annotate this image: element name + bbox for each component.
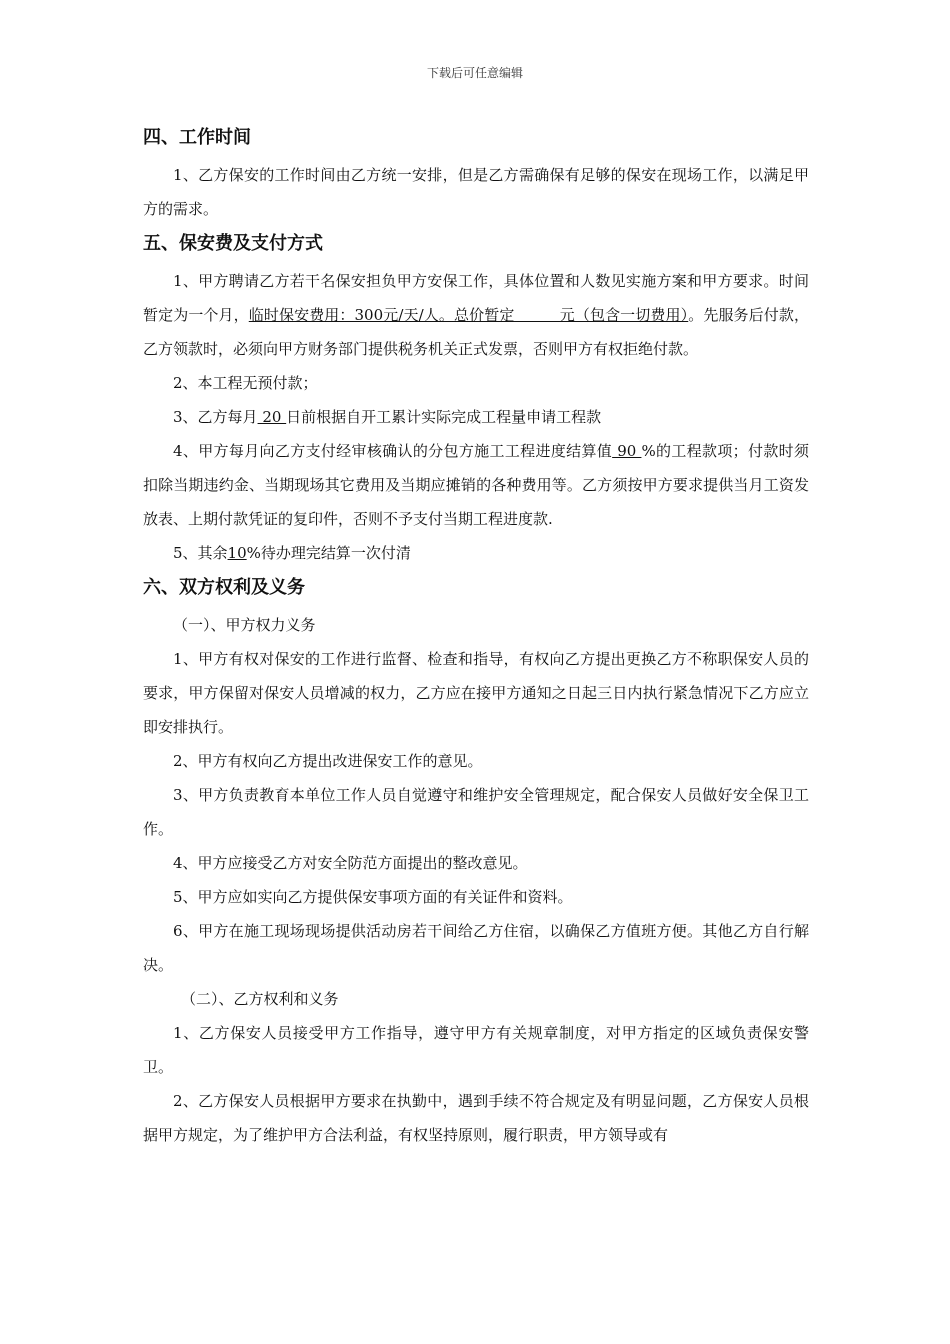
section-5-para-4 — [143, 434, 809, 536]
section-5-title: 五、保安费及支付方式 — [143, 233, 323, 254]
section-5-para-5 — [143, 536, 809, 570]
section-6-a-item-6: 6、甲方在施工现场现场提供活动房若干间给乙方住宿，以确保乙方值班方便。其他乙方自行解决。 — [143, 922, 809, 974]
text-run: 3、乙方每月 — [173, 408, 258, 426]
section-6-b-item-2: 2、乙方保安人员根据甲方要求在执勤中，遇到手续不符合规定及有明显问题，乙方保安人员根据甲方规定，为了维护甲方合法利益，有权坚持原则，履行职责，甲方领导或有 — [143, 1092, 809, 1144]
section-5-para-3 — [143, 400, 809, 434]
text-run: %的工程款项；付款时须扣除当期违约金、当期现场其它费用及当期应摊销的各种费用等。乙方须按甲方要求提供当月工资发放表、上期付款凭证的复印件，否则不予支付当期工程进度款. — [143, 442, 809, 528]
text-run: 日前根据自开工累计实际完成工程量申请工程款 — [286, 408, 602, 426]
page-header-note: 下载后可任意编辑 — [426, 66, 523, 80]
underlined-remaining-percent: 10 — [227, 544, 247, 562]
section-6-a-item-4: 4、甲方应接受乙方对安全防范方面提出的整改意见。 — [173, 854, 528, 872]
section-6-title: 六、双方权利及义务 — [143, 577, 305, 598]
underlined-percent: 90 — [612, 442, 642, 460]
section-6-a-item-5: 5、甲方应如实向乙方提供保安事项方面的有关证件和资料。 — [173, 888, 573, 906]
underlined-day: 20 — [257, 408, 287, 426]
document-body — [143, 124, 809, 1152]
section-6-a-item-2: 2、甲方有权向乙方提出改进保安工作的意见。 — [173, 752, 483, 770]
section-6-subheading-1: （一）、甲方权力义务 — [173, 616, 316, 634]
section-4-title: 四、工作时间 — [143, 127, 251, 148]
text-run: 1、甲方聘请乙方若干名保安担负甲方安保工作，具体位置和人数见实施方案和甲方要求。时间暂定为一个月， — [143, 272, 809, 324]
section-6-a-item-1: 1、甲方有权对保安的工作进行监督、检查和指导，有权向乙方提出更换乙方不称职保安人员的要求，甲方保留对保安人员增减的权力，乙方应在接甲方通知之日起三日内执行紧急情况下乙方应立即安排执行。 — [143, 650, 809, 736]
section-5-para-1 — [143, 264, 809, 366]
underlined-fee-text: 临时保安费用：300元/天/人。总价暂定 元（包含一切费用） — [248, 306, 689, 324]
text-run: %待办理完结算一次付清 — [246, 544, 411, 562]
section-6-subheading-2: （二）、乙方权利和义务 — [181, 990, 339, 1008]
text-run: 4、甲方每月向乙方支付经审核确认的分包方施工工程进度结算值 — [173, 442, 613, 460]
section-5-para-2: 2、本工程无预付款； — [173, 374, 318, 392]
section-6-a-item-3: 3、甲方负责教育本单位工作人员自觉遵守和维护安全管理规定，配合保安人员做好安全保卫工作。 — [143, 786, 809, 838]
section-6-b-item-1: 1、乙方保安人员接受甲方工作指导，遵守甲方有关规章制度，对甲方指定的区域负责保安警卫。 — [143, 1024, 809, 1076]
section-4-para-1: 1、乙方保安的工作时间由乙方统一安排，但是乙方需确保有足够的保安在现场工作，以满足甲方的需求。 — [143, 166, 809, 218]
text-run: 5、其余 — [173, 544, 228, 562]
text-run: 。先服务后付款，乙方领款时，必须向甲方财务部门提供税务机关正式发票，否则甲方有权拒绝付款。 — [143, 306, 809, 358]
